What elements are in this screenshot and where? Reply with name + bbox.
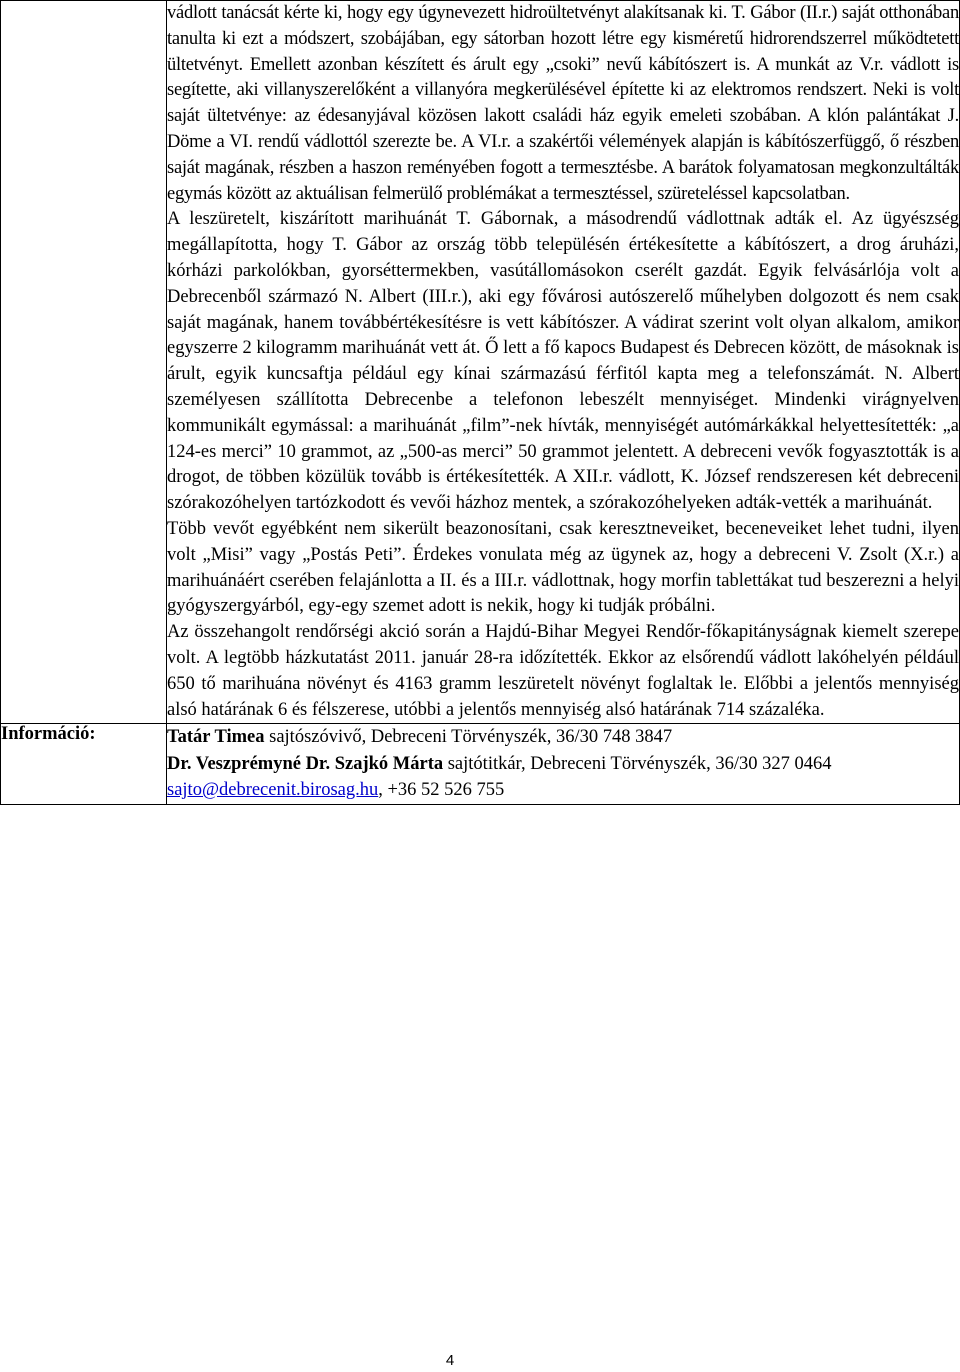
email-link[interactable]: sajto@debrecenit.birosag.hu [167,780,379,801]
contact-line-3 [167,777,959,804]
info-row [1,724,960,805]
paragraph: vádlott tanácsát kérte ki, hogy egy úgynevezett hidroültetvényt alakítsanak ki. T. Gábor (II.r.) saját otthonában tanulta ki ezt a módszert, szobájában, egy sátorban hozott létre egy kisméretű hidrorendszerrel működtetett ültetvényt. Emellett azonban készített és árult egy „csoki” nevű kábítószert is. A munkát az V.r. vádlott is segítette, aki villanyszerelőként a villanyóra megkerülésével építette ki az elektromos rendszert. Neki is volt saját ültetvénye: az édesanyjával közösen lakott családi ház egyik emeleti szobában. A klón palántákat J. Döme a VI. rendű vádlottól szerezte be. A VI.r. a szakértői vélemények alapján is kábítószerfüggő, ő részben saját magának, részben a haszon reményében fogott a termesztésbe. A barátok folyamatosan megkonzultálták egymás között az aktuálisan felmerülő problémákat a termesztéssel, szüreteléssel kapcsolatban. [167,3,959,204]
body-row [1,1,960,724]
paragraph: Több vevőt egyébként nem sikerült beazonosítani, csak keresztneveiket, beceneveiket lehet tudni, ilyen volt „Misi” vagy „Postás Peti”. Érdekes vonulata még az ügynek az, hogy a debreceni V. Zsolt (X.r.) a marihuánáért cserében felajánlotta a II. és a III.r. vádlottnak, hogy morfin tablettákat tud beszerezni a helyi gyógyszergyárból, egy-egy szemet adott is nekik, hogy ki tudják próbálni. [167,518,959,617]
contact2-details: sajtótitkár, Debreceni Törvényszék, 36/30 327 0464 [443,753,832,774]
page-number: 4 [445,1352,455,1369]
left-empty-cell [1,1,167,724]
contact-line-2 [167,751,959,778]
phone-number: , +36 52 526 755 [378,780,505,801]
contact2-name: Dr. Veszprémyné Dr. Szajkó Márta [167,753,444,774]
info-label: Információ: [1,724,167,805]
body-text-cell [167,1,960,724]
contact-line-1 [167,724,959,751]
contact1-name: Tatár Timea [167,727,265,748]
paragraph: A leszüretelt, kiszárított marihuánát T. Gábornak, a másodrendű vádlottnak adták el. Az ügyészség megállapította, hogy T. Gábor az ország több településén értékesítette a kábítószert, a drog áruházi, kórházi parkolókban, gyorséttermekben, vasútállomásokon cserélt gazdát. Egyik felvásárlója volt a Debrecenből származó N. Albert (III.r.), aki egy fővárosi autószerelő műhelyben dolgozott és nem csak saját magának, hanem továbbértékesítésre is vett kábítószer. A vádirat szerint volt olyan alkalom, amikor egyszerre 2 kilogramm marihuánát vett át. Ő lett a fő kapocs Budapest és Debrecen között, de másoknak is árult, egyik kuncsaftja például egy kínai származású férfitól kapta meg a telefonszámát. N. Albert személyesen szállította Debrecenbe a telefonon lebeszélt mennyiséget. Mindenki virágnyelven kommunikált egymással: a marihuánát „film”-nek hívták, mennyiségét autómárkákkal helyettesítették: „a 124-es merci” 10 grammot, az „500-as merci” 50 grammot jelentett. A debreceni vevők fogyasztották is a drogot, de többen közülük tovább is értékesítették. A XII.r. vádlott, K. József rendszeresen két debreceni szórakozóhelyen tartózkodott és vevői házhoz mentek, a szórakozóhelyeken adták-vették a marihuánát. [167,209,959,514]
info-cell [167,724,960,805]
contact1-details: sajtószóvivő, Debreceni Törvényszék, 36/30 748 3847 [264,727,673,748]
paragraph: Az összehangolt rendőrségi akció során a Hajdú-Bihar Megyei Rendőr-főkapitányságnak kiemelt szerepe volt. A legtöbb házkutatást 2011. január 28-ra időzítették. Ekkor az elsőrendű vádlott lakóhelyén például 650 tő marihuána növényt és 4163 gramm leszüretelt növényt foglaltak le. Előbbi a jelentős mennyiség alsó határának 6 és félszerese, utóbbi a jelentős mennyiség alsó határának 714 százaléka. [167,622,959,720]
